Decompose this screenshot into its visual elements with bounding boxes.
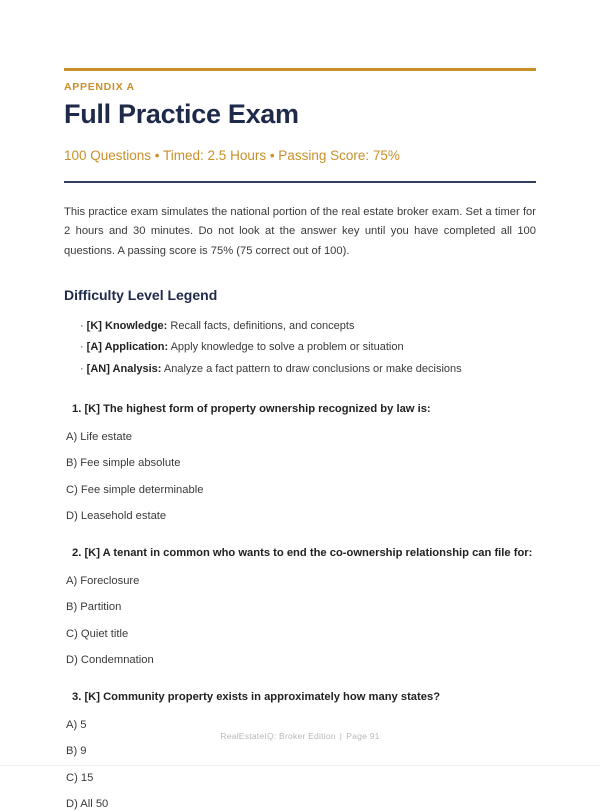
answer-option[interactable]: C) Quiet title xyxy=(66,627,129,640)
answer-option[interactable]: A) 5 xyxy=(66,718,87,731)
answer-option[interactable]: C) 15 xyxy=(66,771,94,784)
question-block xyxy=(64,690,536,812)
answer-option[interactable]: B) Partition xyxy=(66,601,122,614)
bullet-icon: · xyxy=(80,362,84,375)
page-content xyxy=(64,68,536,812)
page-footer xyxy=(0,731,600,741)
legend-description: Recall facts, definitions, and concepts xyxy=(170,319,355,332)
page-bottom-edge xyxy=(0,765,600,766)
footer-separator: | xyxy=(339,731,343,741)
answer-option[interactable]: C) Fee simple determinable xyxy=(66,483,204,496)
answer-option[interactable]: D) All 50 xyxy=(66,798,109,811)
question-text: 3. [K] Community property exists in approximately how many states? xyxy=(72,690,441,703)
footer-book-title: RealEstateIQ: Broker Edition xyxy=(220,731,336,741)
bullet-icon: · xyxy=(80,319,84,332)
answer-option[interactable]: D) Condemnation xyxy=(66,654,154,667)
intro-paragraph: This practice exam simulates the national portion of the real estate broker exam. Set a timer for 2 hours and 30 minutes. Do not look at the answer key until you have completed all 100 questions. A passing score is 75% (75 correct out of 100). xyxy=(64,205,536,257)
legend-term: [A] Application: xyxy=(86,341,169,354)
answer-option[interactable]: D) Leasehold estate xyxy=(66,510,167,523)
header-bottom-rule xyxy=(64,181,536,183)
footer-page-number: Page 91 xyxy=(346,731,380,741)
header-top-rule xyxy=(64,68,536,71)
difficulty-legend-list xyxy=(64,316,536,380)
question-text: 1. [K] The highest form of property ownership recognized by law is: xyxy=(72,403,431,416)
question-block xyxy=(64,546,536,668)
legend-description: Apply knowledge to solve a problem or situation xyxy=(170,341,404,354)
list-item xyxy=(80,316,536,337)
list-item xyxy=(80,337,536,358)
answer-option[interactable]: B) Fee simple absolute xyxy=(66,457,181,470)
answer-option[interactable]: B) 9 xyxy=(66,745,87,758)
legend-term: [K] Knowledge: xyxy=(86,319,168,332)
question-text: 2. [K] A tenant in common who wants to end the co-ownership relationship can file for: xyxy=(72,546,533,559)
legend-description: Analyze a fact pattern to draw conclusions or make decisions xyxy=(163,362,462,375)
bullet-icon: · xyxy=(80,341,84,354)
question-block xyxy=(64,402,536,524)
answer-option[interactable]: A) Life estate xyxy=(66,430,132,443)
legend-term: [AN] Analysis: xyxy=(86,362,162,375)
appendix-label: APPENDIX A xyxy=(64,81,135,93)
page-title: Full Practice Exam xyxy=(64,98,299,129)
answer-option[interactable]: A) Foreclosure xyxy=(66,574,140,587)
legend-heading: Difficulty Level Legend xyxy=(64,287,218,304)
exam-meta-subtitle: 100 Questions • Timed: 2.5 Hours • Passing Score: 75% xyxy=(64,147,400,163)
list-item xyxy=(80,359,536,380)
